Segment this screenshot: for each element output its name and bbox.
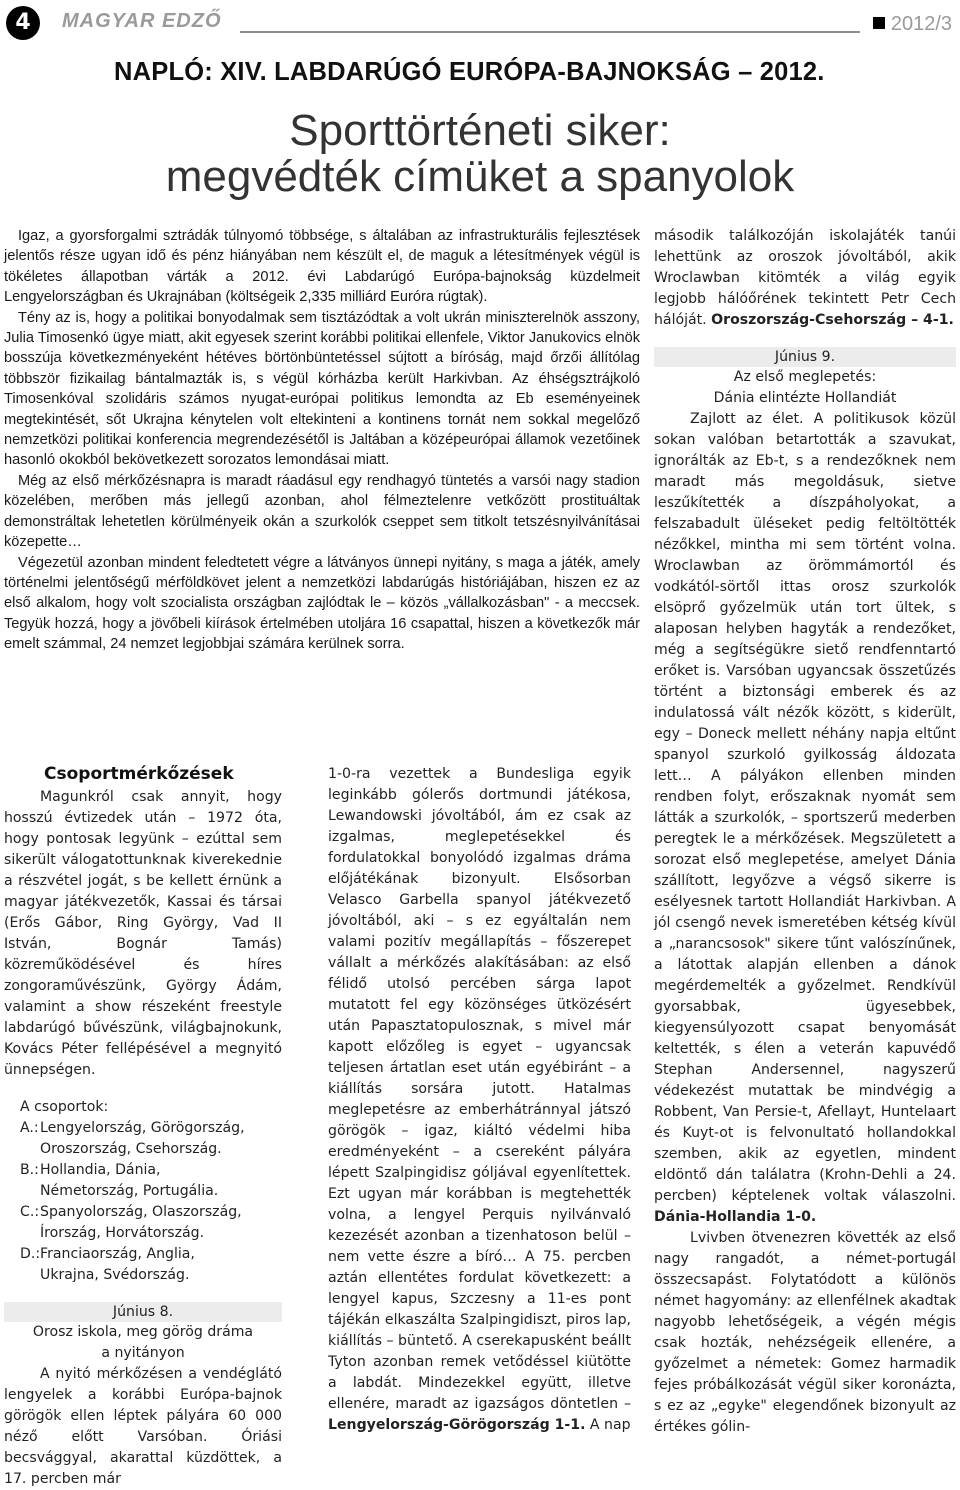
groups-title: A csoportok: bbox=[20, 1099, 109, 1115]
body-text: 1-0-ra vezettek a Bundesliga egyik leginkább gólerős dortmundi játékosa, Lewandowski jóvoltából, ám ez csak az izgalmas, meglepetésekkel és fordulatokkal bonyolódó izgalmas dráma előjátékának bizonyult. Elsősorban Velasco Garbella spanyol játékvezető jóvoltából, aki – s ez egyáltalán nem valami pozitív megállapítás – főszerepet vállalt a mérkőzés alakításában: az első félidő utolsó percében sárga lapot mutatott fel egy közönséges ütközésért után Papasztatopulosznak, s mivel már kapott előzőleg is egyet – ugyancsak teljesen ártatlan eset után egyébiránt – a kiállítás sorsára jutott. Hatalmas meglepetésre az emberhátránnyal játszó görögök – igaz, kiáltó védelmi hiba eredményeként – a csereként pályára lépett Szalpingidisz góljával egyenlítettek. Ezt ugyan már korábban is megtehették volna, a lengyel Perquis nyilvánvaló kezezését azonban a tizenhatoson belül – nem vette észre a bíró… A 75. percben aztán ellentétes fordulat következett: a lengyel kapus, Szczesny a 11-es pont tájékán elkaszálta Szalpingidiszt, piros lap, kiállítás – büntető. A cserekapusként beállt Tyton azonban remek vetődéssel kiütötte a labdát. Mindezekkel együtt, illetve ellenére, maradt az igazságos döntetlen – bbox=[328, 766, 631, 1412]
group-item bbox=[4, 1160, 282, 1202]
group-teams-line: Oroszország, Csehország. bbox=[40, 1141, 222, 1157]
issue-label: 2012/3 bbox=[890, 13, 952, 35]
body-paragraph: Lvivben ötvenezren követték az első nagy rangadót, a német-portugál összecsapást. Folytatódott a különös német hagyomány: az ellenfélnek akadtak nagyobb lehetőségeik, a végén mégis csak hozták, nehézségeik ellenére, a győzelmet a németek: Gomez harmadik fejes próbálkozását végül siker koronázta, s ez az „egyke" elegendőnek bizonyult az értékes gólin- bbox=[654, 1230, 956, 1435]
match-result: Oroszország-Csehország – 4-1. bbox=[711, 312, 954, 328]
group-item bbox=[4, 1244, 282, 1286]
match-result: Dánia-Hollandia 1-0. bbox=[654, 1209, 817, 1225]
date-bar: Június 9. bbox=[654, 347, 956, 367]
subhead-line-1: Orosz iskola, meg görög dráma bbox=[32, 1324, 254, 1340]
subhead-line-1: Az első meglepetés: bbox=[733, 369, 877, 385]
intro-paragraph: Magunkról csak annyit, hogy hosszú évtizedek után – 1972 óta, hogy pontosak legyünk – ezúttal sem sikerült válogatottunknak kiverekednie a részvétel jogát, s be kellett érnünk a magyar játékvezetők, Kassai és társai (Erős Gábor, Ring György, Vad II István, Bognár Tamás) közreműködésével és híres zongoraművészünk, György Ádám, valamint a show részeként freestyle labdarúgó bűvészünk, világbajnokunk, Kovács Péter fellépésével a megnyitó ünnepségen. bbox=[4, 789, 282, 1078]
group-teams-line: Franciaország, Anglia, bbox=[40, 1246, 195, 1262]
group-teams bbox=[40, 1202, 282, 1244]
subhead-line-2: a nyitányon bbox=[101, 1345, 185, 1361]
article-lead bbox=[4, 226, 640, 655]
groups-list bbox=[4, 1097, 282, 1286]
group-teams bbox=[40, 1160, 282, 1202]
right-column bbox=[654, 226, 956, 1438]
group-teams-line: Hollandia, Dánia, bbox=[40, 1162, 161, 1178]
group-teams bbox=[40, 1244, 282, 1286]
article-title-line-1: Sporttörténeti siker: bbox=[289, 106, 671, 155]
lead-paragraph-2: Tény az is, hogy a politikai bonyodalmak sem tisztázódtak a volt ukrán miniszterelnök asszony, Julia Timosenkó ügye miatt, akit egyesek szerint korábbi politikai ellenfele, Viktor Janukovics elnök bosszúja következményeként hétéves börtönbüntetéssel sújtott a bíróság, majd őrzői állítólag többször fizikailag bántalmazták is, s végül kórházba került Harkivban. Az éhségsztrájkoló Timosenkóval szolidáris számos nyugat-európai politikus lemondta az Eb eseményeinek megtekintését, sőt Ukrajna kénytelen volt eltekinteni a kontinens tornát nem sokkal megelőző nemzetközi politikai konferencia megrendezésétől is Jaltában a középeurópai államok vezetőinek hasonló okokból bekövetkezett sorozatos lemondásai miatt. bbox=[4, 309, 640, 469]
group-teams-line: Ukrajna, Svédország. bbox=[40, 1267, 190, 1283]
group-teams bbox=[40, 1118, 282, 1160]
group-teams-line: Németország, Portugália. bbox=[40, 1183, 219, 1199]
section-title: Csoportmérkőzések bbox=[44, 764, 234, 784]
group-teams-line: Spanyolország, Olaszország, bbox=[40, 1204, 242, 1220]
body-paragraph bbox=[654, 409, 956, 1228]
magazine-name: MAGYAR EDZŐ bbox=[62, 10, 222, 32]
group-key: A.: bbox=[20, 1120, 39, 1136]
header-rule bbox=[240, 31, 860, 33]
body-paragraph bbox=[654, 226, 956, 331]
middle-column bbox=[328, 764, 631, 1436]
group-key: B.: bbox=[20, 1162, 39, 1178]
group-item bbox=[4, 1202, 282, 1244]
group-key: C.: bbox=[20, 1204, 40, 1220]
article-title-line-2: megvédték címüket a spanyolok bbox=[165, 152, 795, 201]
group-item bbox=[4, 1118, 282, 1160]
body-tail: A nap bbox=[589, 1417, 631, 1433]
body-text: Zajlott az élet. A politikusok közül sokan valóban betartották a szavukat, ignorálták az Eb-t, s a rendezőknek nem maradt más megoldásuk, sietve leszűkítették a díszpáholyokat, a felszabadult üléseket pedig feltöltötték nézőkkel, mintha mi sem történt volna. Wroclawban az örömmámortól és vodkától-sörtől ittas orosz szurkolók elsöprő győzelmük után tort ültek, s alaposan helyben hagyták a rendezőket, még a segítségükre siető rendfenntartó erőket is. Varsóban ugyancsak összetűzés történt a biztonsági emberek és az indulatossá vált nézők között, s kiderült, egy – Doneck mellett néhány napja eltűnt spanyol szurkoló gyilkosság áldozata lett… A pályákon ellenben minden rendben folyt, erőszaknak nyomát sem látták a szurkolók, – sportszerű mederben peregtek le a mérkőzések. Megszületett a sorozat első meglepetése, amelyet Dánia szállított, legyőzve a végső sikerre is esélyesnek tartott Hollandiát Harkivban. A jól csengő nevek ismeretében kétség kívül a „narancsosok" sikere tűnt valószínűnek, a látottak alapján ellenben a dánok megérdemelték a győzelmet. Rendkívül gyorsabbak, ügyesebbek, kiegyensúlyozott csapat benyomását keltették, s élen a veterán kapuvédő Stephan Andersennel, nagyszerű védekezést mutattak be mindvégig a Robbent, Van Persie-t, Afellayt, Huntelaart és Kuyt-ot is felvonultató hollandokkal szemben, akik az egyetlen, mindent eldöntő dán találatra (Krohn-Dehli a 24. percben) képtelenek voltak válaszolni. bbox=[654, 411, 956, 1204]
match-result: Lengyelország-Görögország 1-1. bbox=[328, 1417, 586, 1433]
date-bar: Június 8. bbox=[4, 1302, 282, 1322]
left-column bbox=[4, 764, 282, 1490]
body-paragraph: A nyitó mérkőzésen a vendéglátó lengyelek a korábbi Európa-bajnok görögök ellen léptek pályára 60 000 néző előtt Varsóban. Óriási becsvággyal, akarattal küzdöttek, a 17. percben már bbox=[4, 1366, 282, 1487]
square-bullet-icon bbox=[873, 17, 885, 29]
article-kicker: NAPLÓ: XIV. LABDARÚGÓ EURÓPA-BAJNOKSÁG – 2012. bbox=[114, 58, 825, 86]
group-key: D.: bbox=[20, 1246, 41, 1262]
subhead-line-2: Dánia elintézte Hollandiát bbox=[713, 390, 897, 406]
issue-number bbox=[873, 13, 952, 36]
lead-paragraph-4: Végezetül azonban mindent feledtetett végre a látványos ünnepi nyitány, s maga a játék, amely történelmi jelentőségű mérföldkövet jelent a nemzetközi labdarúgás históriájában, hiszen ez az első alkalom, hogy volt szocialista országban zajlódtak le – közös „vállalkozásban" - a meccsek. Tegyük hozzá, hogy a jövőbeli kiírások értelmében utoljára 16 csapattal, hiszen a következők már emelt számmal, 24 nemzet legjobbjai számára kerülnek sorra. bbox=[4, 554, 640, 653]
lead-paragraph-3: Még az első mérkőzésnapra is maradt ráadásul egy rendhagyó tüntetés a varsói nagy stadion közelében, merőben más jellegű azonban, ahol félmeztelenre vetkőzött prostituáltak demonstráltak lehetetlen körülményeik okán a szurkolók cseppet sem titkolt tetszésnyilvánításai közepette… bbox=[4, 472, 640, 551]
group-teams-line: Lengyelország, Görögország, bbox=[40, 1120, 245, 1136]
lead-paragraph-1: Igaz, a gyorsforgalmi sztrádák túlnyomó többsége, s általában az infrastrukturális fejlesztések jelentős része ugyan idő és pénz hiányában nem készült el, de maguk a létesítmények végül is tökéletes állapotban várták a 2012. évi Labdarúgó Európa-bajnokság küzdelmeit Lengyelországban és Ukrajnában (költségeik 2,335 milliárd Euróra rúgtak). bbox=[4, 228, 640, 306]
group-teams-line: Írország, Horvátország. bbox=[40, 1225, 205, 1241]
body-paragraph bbox=[328, 764, 631, 1436]
page-number-badge: 4 bbox=[6, 6, 40, 40]
body-text: második találkozóján iskolajáték tanúi lehettünk az oroszok jóvoltából, akik Wroclawban kitömték a világ egyik legjobb hálóőrének tekintett Petr Cech hálóját. bbox=[654, 228, 956, 328]
page-header bbox=[0, 0, 960, 44]
